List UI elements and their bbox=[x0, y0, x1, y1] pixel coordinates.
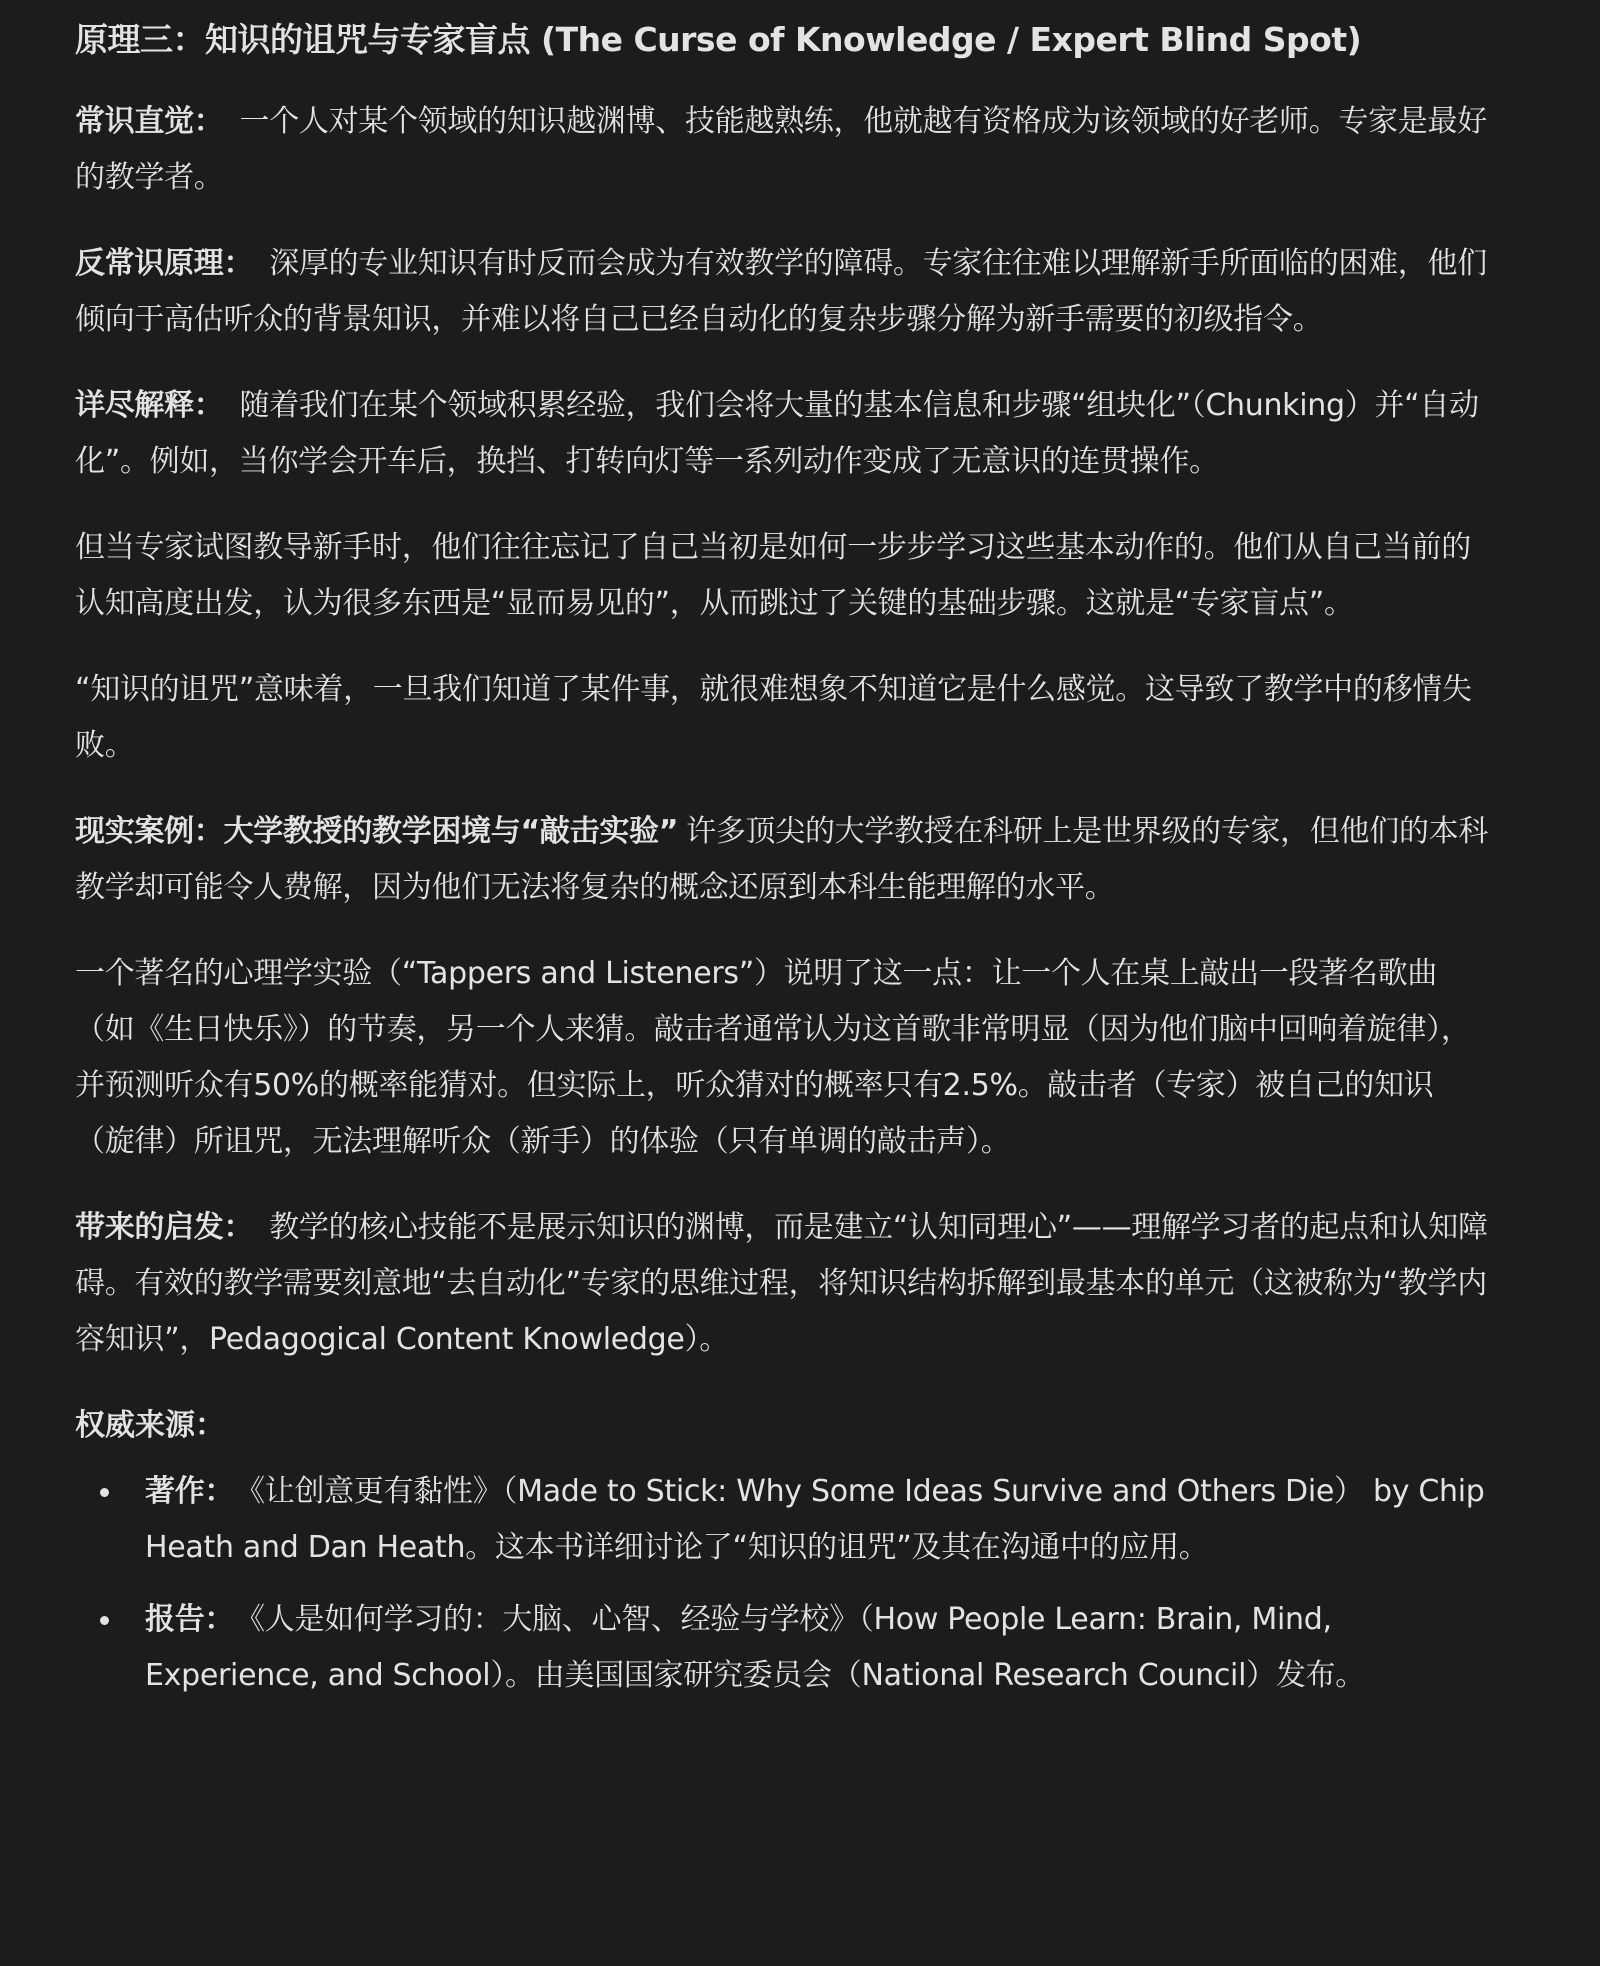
section-heading: 原理三：知识的诅咒与专家盲点 (The Curse of Knowledge / Expert Blind Spot) bbox=[75, 20, 1362, 59]
sources-title: 权威来源： bbox=[75, 1408, 225, 1443]
source-label: 著作： bbox=[145, 1474, 235, 1509]
bullet-icon bbox=[100, 1488, 109, 1497]
case-paragraph bbox=[75, 804, 1490, 916]
list-item bbox=[75, 1592, 1490, 1704]
blind-spot-paragraph: 但当专家试图教导新手时，他们往往忘记了自己当初是如何一步步学习这些基本动作的。他们从自己当前的认知高度出发，认为很多东西是“显而易见的”，从而跳过了关键的基础步骤。这就是“专家盲点”。 bbox=[75, 530, 1471, 621]
counter-principle-label: 反常识原理： bbox=[75, 246, 254, 281]
counter-principle-paragraph bbox=[75, 236, 1490, 348]
bullet-icon bbox=[100, 1616, 109, 1625]
source-text: 《人是如何学习的：大脑、心智、经验与学校》（How People Learn: Brain, Mind, Experience, and School）。由美国国家研究委员会（National Research Council）发布。 bbox=[145, 1602, 1365, 1693]
case-label: 现实案例：大学教授的教学困境与“敲击实验” bbox=[75, 814, 679, 849]
insight-paragraph bbox=[75, 1200, 1490, 1368]
source-text: 《让创意更有黏性》（Made to Stick: Why Some Ideas Survive and Others Die） by Chip Heath and Dan Heath。这本书详细讨论了“知识的诅咒”及其在沟通中的应用。 bbox=[145, 1474, 1485, 1565]
common-sense-paragraph bbox=[75, 94, 1490, 206]
list-item bbox=[75, 1464, 1490, 1576]
source-label: 报告： bbox=[145, 1602, 235, 1637]
insight-label: 带来的启发： bbox=[75, 1210, 254, 1245]
common-sense-label: 常识直觉： bbox=[75, 104, 224, 139]
common-sense-text: 一个人对某个领域的知识越渊博、技能越熟练，他就越有资格成为该领域的好老师。专家是最好的教学者。 bbox=[75, 104, 1487, 195]
counter-principle-text: 深厚的专业知识有时反而会成为有效教学的障碍。专家往往难以理解新手所面临的困难，他们倾向于高估听众的背景知识，并难以将自己已经自动化的复杂步骤分解为新手需要的初级指令。 bbox=[75, 246, 1487, 337]
explanation-text: 随着我们在某个领域积累经验，我们会将大量的基本信息和步骤“组块化”（Chunking）并“自动化”。例如，当你学会开车后，换挡、打转向灯等一系列动作变成了无意识的连贯操作。 bbox=[75, 388, 1479, 479]
explanation-label: 详尽解释： bbox=[75, 388, 224, 423]
experiment-paragraph: 一个著名的心理学实验（“Tappers and Listeners”）说明了这一点：让一个人在桌上敲出一段著名歌曲（如《生日快乐》）的节奏，另一个人来猜。敲击者通常认为这首歌非常明显（因为他们脑中回响着旋律），并预测听众有50%的概率能猜对。但实际上，听众猜对的概率只有2.5%。敲击者（专家）被自己的知识（旋律）所诅咒，无法理解听众（新手）的体验（只有单调的敲击声）。 bbox=[75, 956, 1471, 1159]
sources-list bbox=[75, 1464, 1490, 1704]
curse-paragraph: “知识的诅咒”意味着，一旦我们知道了某件事，就很难想象不知道它是什么感觉。这导致了教学中的移情失败。 bbox=[75, 672, 1472, 763]
case-text: 许多顶尖的大学教授在科研上是世界级的专家，但他们的本科教学却可能令人费解，因为他们无法将复杂的概念还原到本科生能理解的水平。 bbox=[75, 814, 1489, 905]
insight-text: 教学的核心技能不是展示知识的渊博，而是建立“认知同理心”——理解学习者的起点和认知障碍。有效的教学需要刻意地“去自动化”专家的思维过程，将知识结构拆解到最基本的单元（这被称为“教学内容知识”，Pedagogical Content Knowledge）。 bbox=[75, 1210, 1488, 1357]
explanation-paragraph bbox=[75, 378, 1490, 490]
